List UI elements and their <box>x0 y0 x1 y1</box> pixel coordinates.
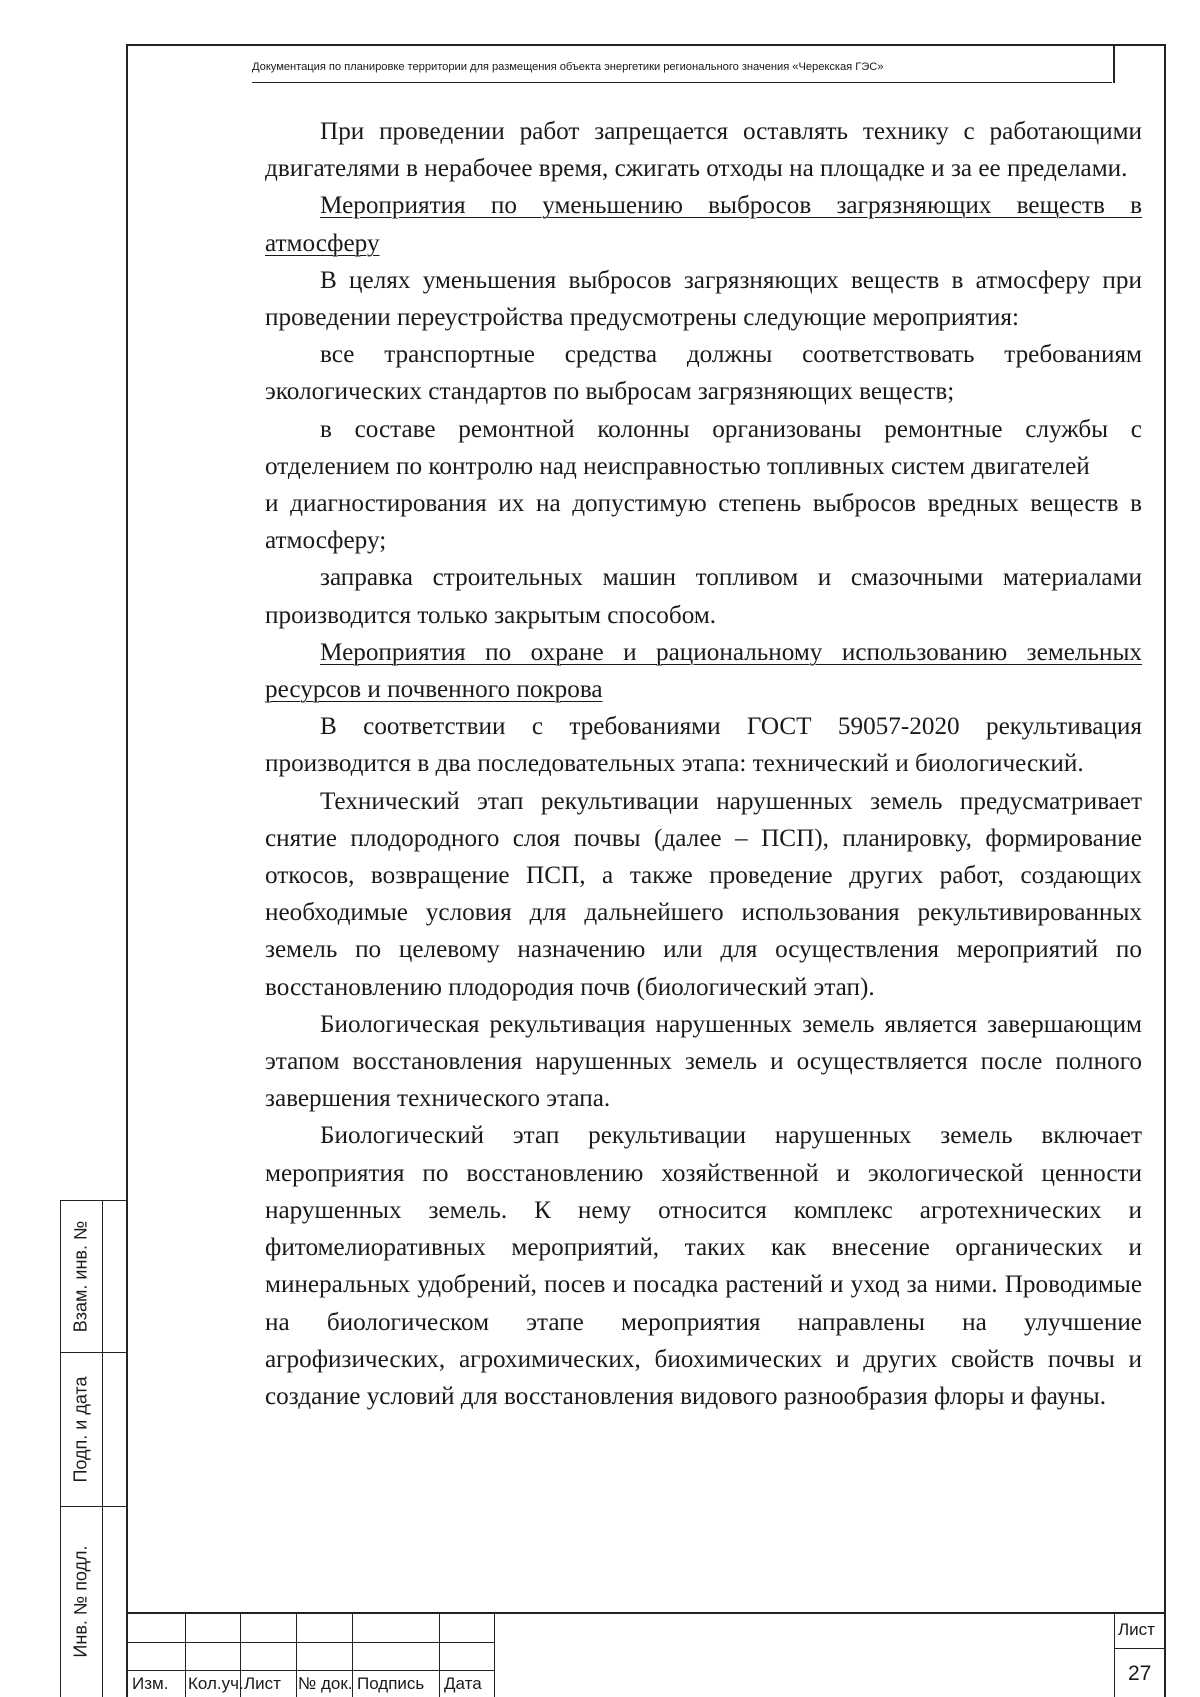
document-body <box>265 113 1142 1415</box>
paragraph: При проведении работ запрещается оставлять технику с работающими двигателями в нерабочее время, сжигать отходы на площадке и за ее пределами. <box>265 118 1142 183</box>
frame-top-border <box>126 44 1166 46</box>
margin-stamp-inner-line <box>102 1200 103 1697</box>
margin-field-vzam <box>60 1200 102 1352</box>
title-block-top-line <box>128 1612 1164 1614</box>
paragraph: В соответствии с требованиями ГОСТ 59057-2020 рекультивация производится в два последовательных этапа: технический и биологический. <box>265 713 1142 778</box>
title-block-col-line <box>1114 1612 1115 1697</box>
frame-right-border <box>1164 44 1166 1697</box>
margin-field-podp <box>60 1352 102 1506</box>
section-heading-text: Мероприятия по охране и рациональному использованию земельных ресурсов и почвенного покрова <box>265 638 1142 704</box>
title-block-label-podpis: Подпись <box>357 1674 425 1693</box>
title-block-col-line <box>439 1612 440 1697</box>
list-item: все транспортные средства должны соответствовать требованиям экологических стандартов по выбросам загрязняющих веществ; <box>265 341 1142 406</box>
title-block-col-line <box>494 1612 495 1697</box>
paragraph: В целях уменьшения выбросов загрязняющих веществ в атмосферу при проведении переустройства предусмотрены следующие мероприятия: <box>265 266 1142 332</box>
title-block-col-line <box>185 1612 186 1697</box>
margin-label-inv: Инв. № подл. <box>70 1545 91 1658</box>
section-heading <box>265 187 1142 261</box>
paragraph: Технический этап рекультивации нарушенных земель предусматривает снятие плодородного слоя почвы (далее – ПСП), планировку, формирование откосов, возвращение ПСП, а также проведение других работ, создающих необходимые условия для дальнейшего использования рекультивированных земель по целевому назначению или для осуществления мероприятий по восстановлению плодородия почв (биологический этап). <box>265 787 1142 1001</box>
margin-label-podp: Подп. и дата <box>70 1375 91 1483</box>
list-item: заправка строительных машин топливом и смазочными материалами производится только закрытым способом. <box>265 564 1142 629</box>
sheet-number: 27 <box>1128 1662 1152 1685</box>
list-item-continuation: и диагностирования их на допустимую степень выбросов вредных веществ в атмосферу; <box>265 490 1142 555</box>
header-corner-box <box>1113 46 1115 83</box>
section-heading-text: Мероприятия по уменьшению выбросов загрязняющих веществ в атмосферу <box>265 192 1142 257</box>
title-block-label-list: Лист <box>244 1674 281 1693</box>
paragraph: Биологический этап рекультивации нарушенных земель включает мероприятия по восстановлению хозяйственной и экологической ценности нарушенных земель. К нему относится комплекс агротехнических и фитомелиоративных мероприятий, таких как внесение органических и минеральных удобрений, посев и посадка растений и уход за ними. Проводимые на биологическом этапе мероприятия направлены на улучшение агрофизических, агрохимических, биохимических и других свойств почвы и создание условий для восстановления видового разнообразия флоры и фауны. <box>265 1122 1142 1410</box>
title-block-label-izm: Изм. <box>132 1674 169 1693</box>
margin-field-inv <box>60 1506 102 1697</box>
sheet-label: Лист <box>1118 1620 1155 1639</box>
margin-stamp <box>60 1200 126 1697</box>
title-block <box>128 1612 1164 1697</box>
title-block-label-ndok: № док. <box>298 1674 353 1693</box>
list-item: в составе ремонтной колонны организованы ремонтные службы с отделением по контролю над неисправностью топливных систем двигателей <box>265 415 1142 480</box>
title-block-label-data: Дата <box>444 1674 482 1693</box>
document-header: Документация по планировке территории для размещения объекта энергетики регионального значения «Черекская ГЭС» <box>252 61 884 73</box>
margin-label-vzam: Взам. инв. № <box>70 1220 91 1332</box>
header-rule <box>252 82 1112 83</box>
title-block-label-kol: Кол.уч. <box>188 1674 244 1693</box>
title-block-col-line <box>296 1612 297 1697</box>
paragraph: Биологическая рекультивация нарушенных земель является завершающим этапом восстановления нарушенных земель и осуществляется после полного завершения технического этапа. <box>265 1010 1142 1113</box>
section-heading <box>265 634 1142 708</box>
frame-left-border <box>126 44 128 1697</box>
title-block-sheet-line <box>1114 1648 1164 1649</box>
